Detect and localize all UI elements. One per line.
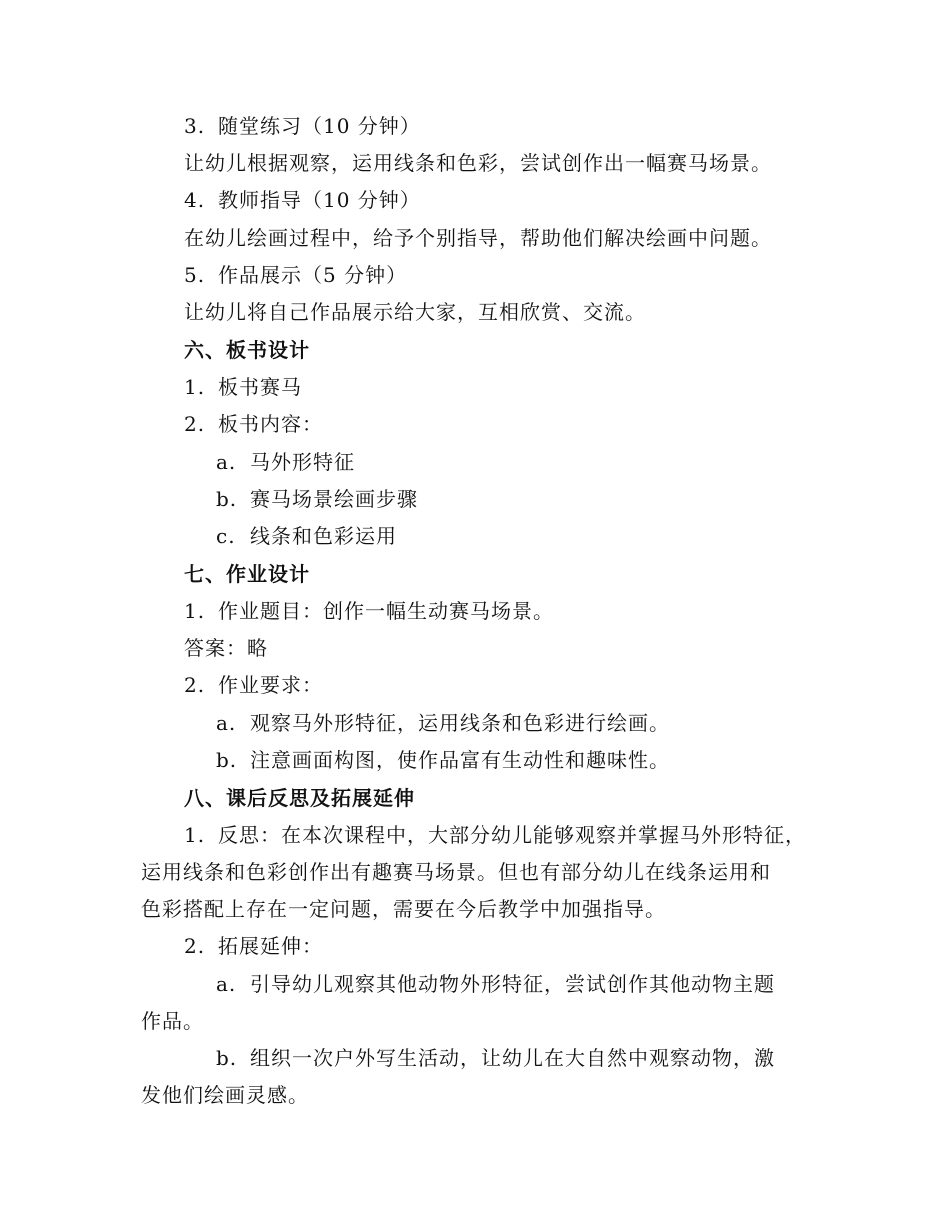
item-number: 2. bbox=[184, 934, 206, 958]
item-number: 2. bbox=[184, 412, 206, 436]
item-text: 作业要求： bbox=[218, 673, 323, 697]
item-number: 3. bbox=[184, 114, 206, 138]
list-item bbox=[184, 821, 806, 849]
section-heading-homework: 七、作业设计 bbox=[184, 562, 310, 586]
section-heading-reflection: 八、课后反思及拓展延伸 bbox=[184, 786, 415, 810]
item-text: 赛马场景绘画步骤 bbox=[250, 487, 418, 511]
item-text: 马外形特征 bbox=[250, 450, 355, 474]
item-letter: a. bbox=[216, 972, 237, 996]
section-heading-board: 六、板书设计 bbox=[184, 338, 310, 362]
item-text: 拓展延伸： bbox=[218, 934, 323, 958]
paragraph-continuation: 作品。 bbox=[141, 1009, 204, 1033]
item-text: 板书赛马 bbox=[218, 375, 302, 399]
sub-list-item bbox=[216, 970, 775, 998]
item-text: 反思：在本次课程中，大部分幼儿能够观察并掌握马外形特征， bbox=[218, 823, 806, 847]
item-letter: a. bbox=[216, 711, 237, 735]
list-item-practice-4 bbox=[184, 186, 421, 214]
list-item bbox=[184, 932, 323, 960]
item-number: 1. bbox=[184, 599, 206, 623]
sub-list-item bbox=[216, 709, 670, 737]
item-text: 注意画面构图，使作品富有生动性和趣味性。 bbox=[250, 748, 670, 772]
paragraph: 让幼儿将自己作品展示给大家，互相欣赏、交流。 bbox=[184, 300, 646, 324]
list-item bbox=[184, 597, 554, 625]
item-number: 1. bbox=[184, 375, 206, 399]
item-title: 随堂练习（10 分钟） bbox=[218, 114, 421, 138]
paragraph-continuation: 色彩搭配上存在一定问题，需要在今后教学中加强指导。 bbox=[141, 897, 666, 921]
sub-list-item bbox=[216, 448, 355, 476]
answer-text: 答案：略 bbox=[184, 636, 268, 660]
sub-list-item bbox=[216, 522, 397, 550]
item-letter: c. bbox=[216, 524, 236, 548]
paragraph-continuation: 运用线条和色彩创作出有趣赛马场景。但也有部分幼儿在线条运用和 bbox=[141, 860, 771, 884]
item-letter: b. bbox=[216, 1046, 238, 1070]
item-title: 教师指导（10 分钟） bbox=[218, 188, 421, 212]
list-item-practice-3 bbox=[184, 112, 421, 140]
sub-list-item bbox=[216, 1044, 775, 1072]
sub-list-item bbox=[216, 746, 670, 774]
paragraph: 让幼儿根据观察，运用线条和色彩，尝试创作出一幅赛马场景。 bbox=[184, 151, 772, 175]
item-number: 4. bbox=[184, 188, 206, 212]
item-letter: b. bbox=[216, 748, 238, 772]
list-item-practice-5 bbox=[184, 261, 407, 289]
item-number: 2. bbox=[184, 673, 206, 697]
item-number: 5. bbox=[184, 263, 206, 287]
item-text: 作业题目：创作一幅生动赛马场景。 bbox=[218, 599, 554, 623]
item-title: 作品展示（5 分钟） bbox=[218, 263, 408, 287]
item-text: 引导幼儿观察其他动物外形特征，尝试创作其他动物主题 bbox=[250, 972, 775, 996]
list-item bbox=[184, 410, 323, 438]
item-letter: a. bbox=[216, 450, 237, 474]
sub-list-item bbox=[216, 485, 418, 513]
paragraph-continuation: 发他们绘画灵感。 bbox=[141, 1083, 309, 1107]
paragraph: 在幼儿绘画过程中，给予个别指导，帮助他们解决绘画中问题。 bbox=[184, 226, 772, 250]
item-text: 线条和色彩运用 bbox=[250, 524, 397, 548]
item-text: 组织一次户外写生活动，让幼儿在大自然中观察动物，激 bbox=[250, 1046, 775, 1070]
item-number: 1. bbox=[184, 823, 206, 847]
item-letter: b. bbox=[216, 487, 238, 511]
list-item bbox=[184, 671, 323, 699]
item-text: 观察马外形特征，运用线条和色彩进行绘画。 bbox=[250, 711, 670, 735]
list-item bbox=[184, 373, 302, 401]
item-text: 板书内容： bbox=[218, 412, 323, 436]
